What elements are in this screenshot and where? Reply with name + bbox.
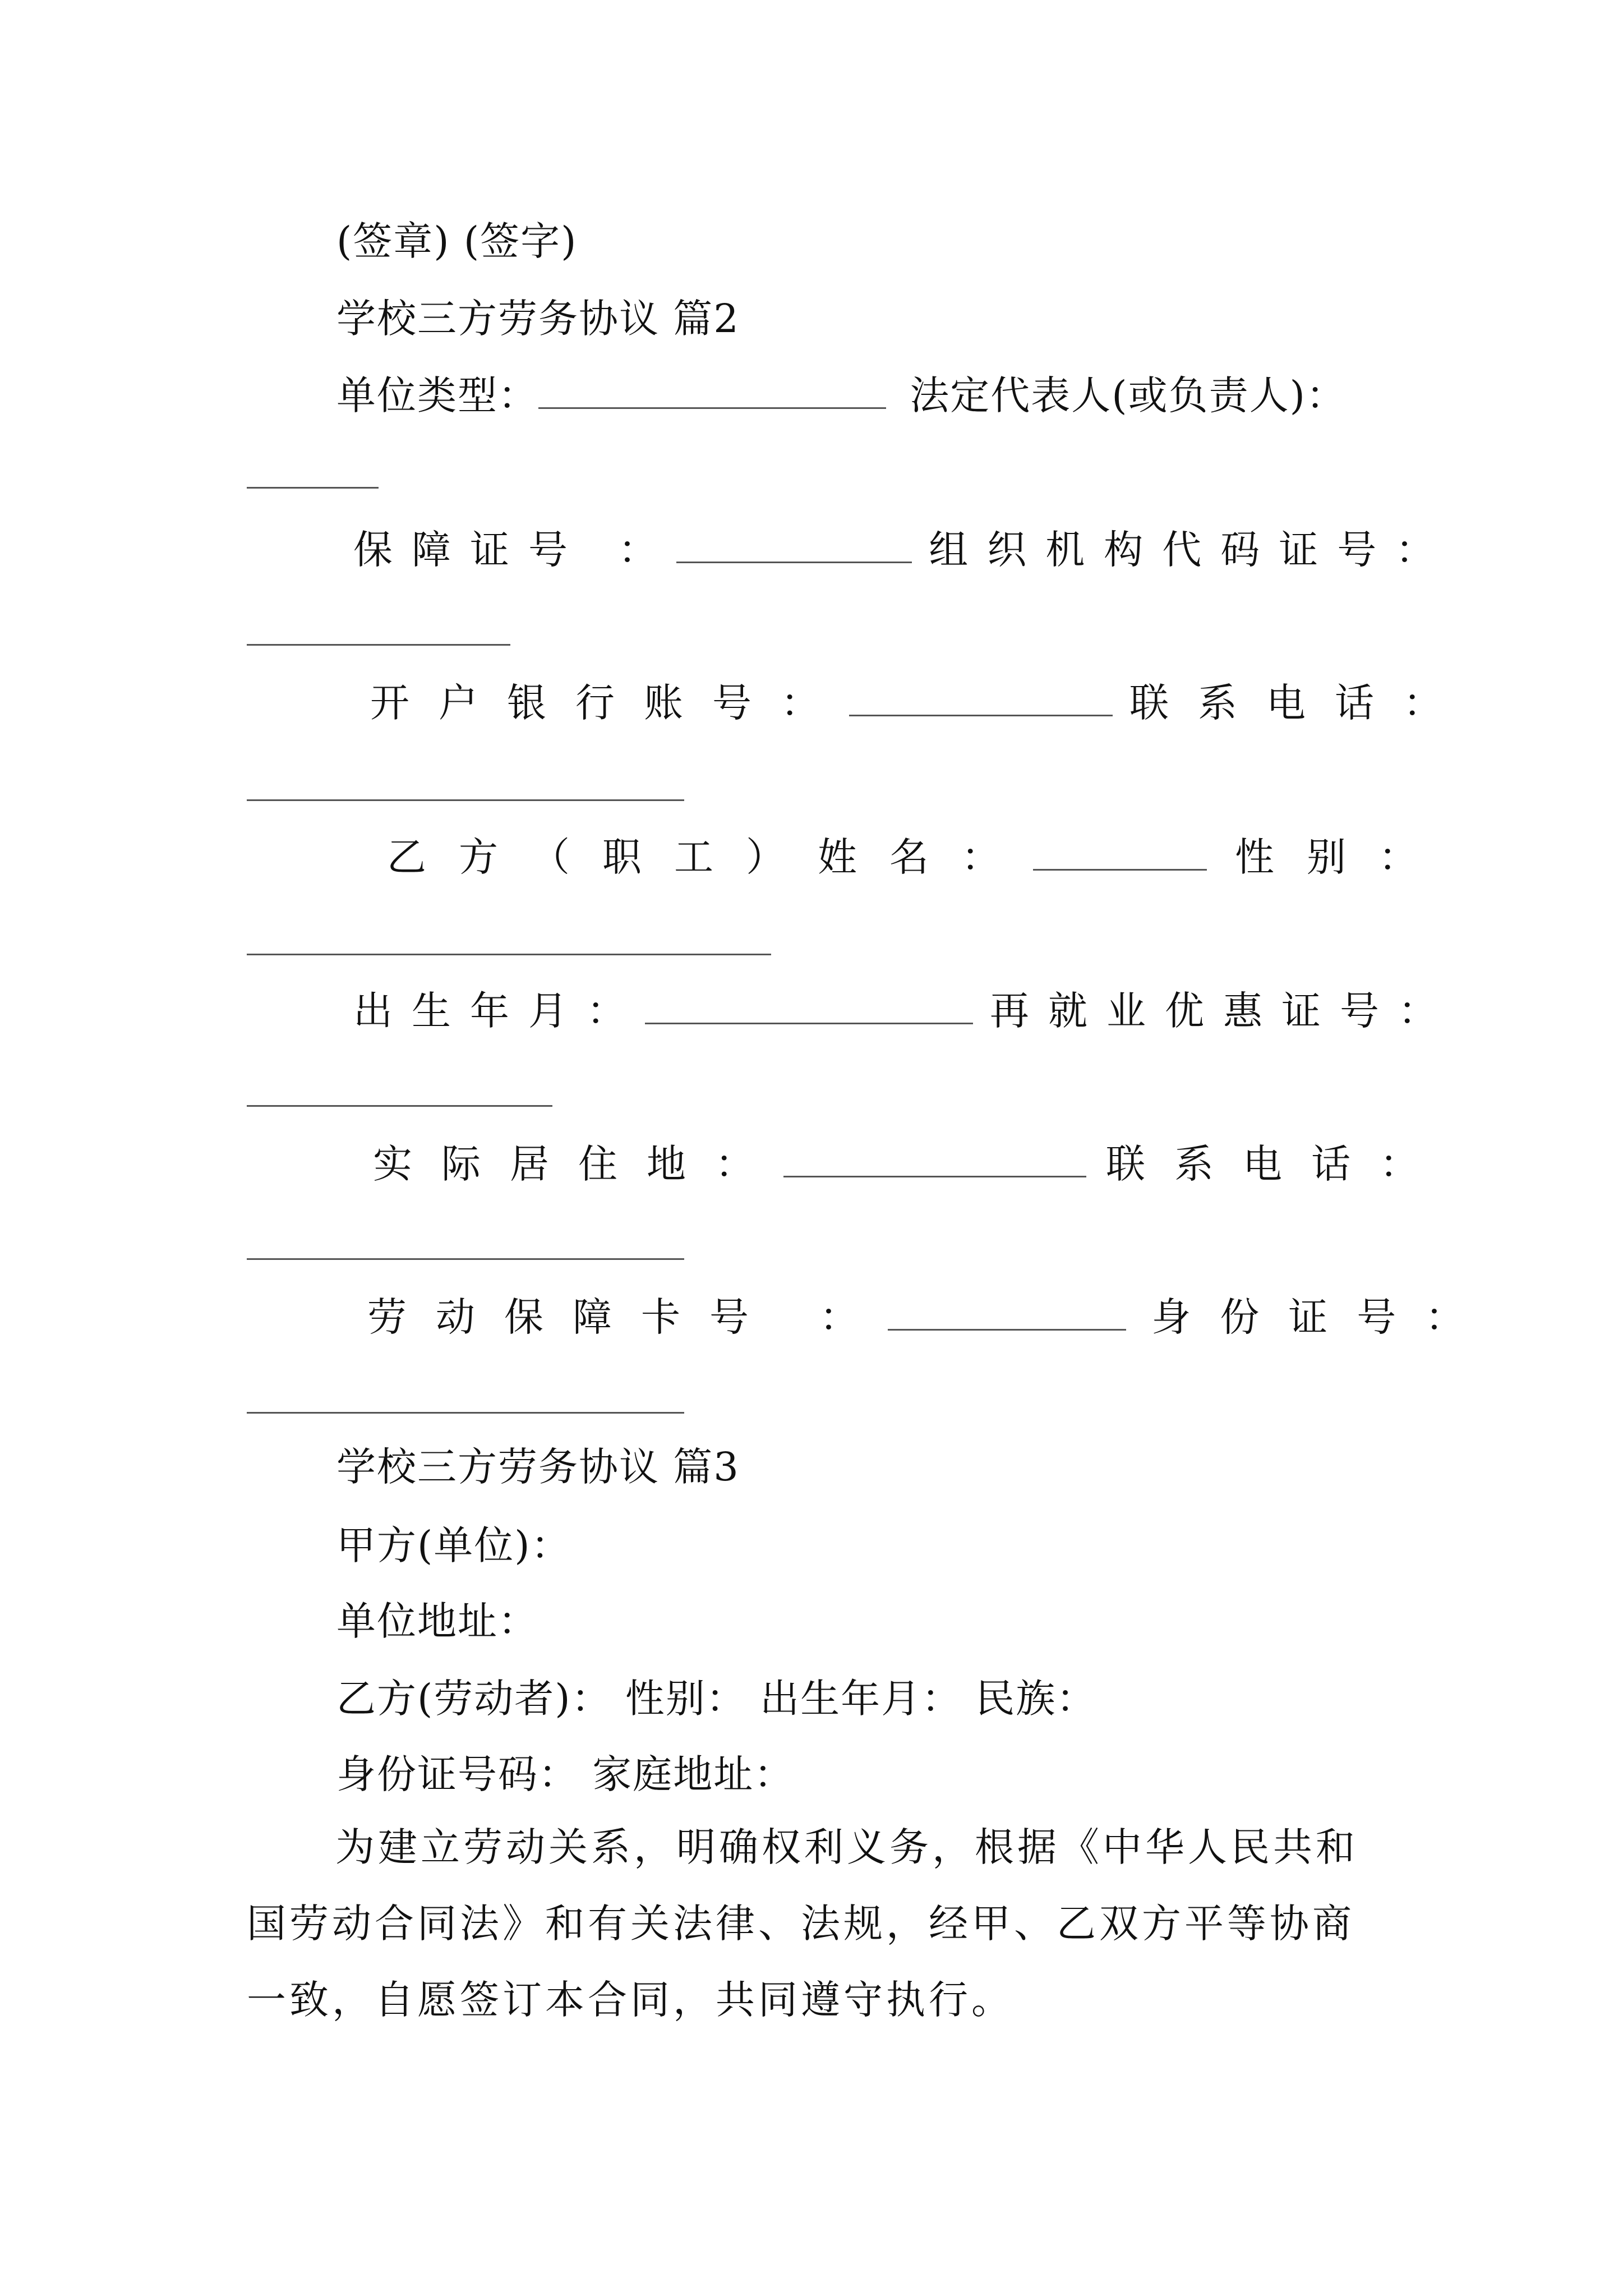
employee-name-blank [1033, 835, 1207, 871]
unit-type-blank [538, 374, 886, 409]
birth-blank [645, 989, 973, 1024]
party-b-line: 乙方(劳动者)： 性别： 出生年月： 民族： [336, 1676, 1097, 1722]
id-no-label: 身份证号： [1151, 1294, 1494, 1340]
residence-label: 实际居住地： [373, 1141, 783, 1187]
residence-row [373, 1139, 1448, 1189]
unit-type-row [336, 370, 1347, 421]
labor-card-row [367, 1292, 1493, 1342]
id-no-blank [247, 1412, 684, 1414]
section-title-3: 学校三方劳务协议 篇3 [336, 1444, 740, 1490]
phone2-label: 联系电话： [1106, 1141, 1448, 1187]
legal-rep-blank [247, 487, 379, 489]
phone2-blank [247, 1258, 684, 1260]
labor-card-blank [888, 1295, 1126, 1331]
phone1-label: 联系电话： [1129, 680, 1472, 726]
birth-label: 出生年月： [353, 988, 645, 1034]
guarantee-no-label: 保障证号 ： [353, 527, 677, 573]
legal-rep-label: 法定代表人(或负责人)： [910, 372, 1347, 418]
org-code-label: 组织机构代码证号： [929, 527, 1454, 573]
signature-line: (签章) (签字) [336, 218, 578, 264]
reemploy-cert-label: 再就业优惠证号： [990, 988, 1456, 1034]
name-row [387, 832, 1450, 882]
contract-preamble-paragraph: 为建立劳动关系，明确权利义务，根据《中华人民共和国劳动合同法》和有关法律、法规，经甲、乙双方平等协商一致，自愿签订本合同，共同遵守执行。 [247, 1824, 1358, 2023]
employee-name-label: 乙方（职工）姓名： [387, 834, 1033, 880]
guarantee-no-blank [676, 528, 912, 563]
gender-label: 性别： [1235, 834, 1450, 880]
labor-card-label: 劳动保障卡号 ： [367, 1294, 888, 1340]
section-title-2: 学校三方劳务协议 篇2 [336, 296, 740, 342]
id-home-line: 身份证号码： 家庭地址： [336, 1751, 795, 1797]
reemploy-cert-blank [247, 1105, 552, 1107]
birth-row [353, 986, 1456, 1036]
party-a-line: 甲方(单位)： [336, 1522, 571, 1568]
bank-row [370, 678, 1472, 728]
org-code-blank [247, 644, 510, 646]
unit-type-label: 单位类型： [336, 372, 538, 418]
phone1-blank [247, 799, 684, 801]
bank-account-label: 开户银行账号： [370, 680, 849, 726]
guarantee-row [353, 524, 1454, 575]
bank-account-blank [849, 681, 1113, 716]
residence-blank [783, 1142, 1086, 1177]
unit-address-line: 单位地址： [336, 1598, 538, 1644]
gender-blank [247, 954, 771, 955]
